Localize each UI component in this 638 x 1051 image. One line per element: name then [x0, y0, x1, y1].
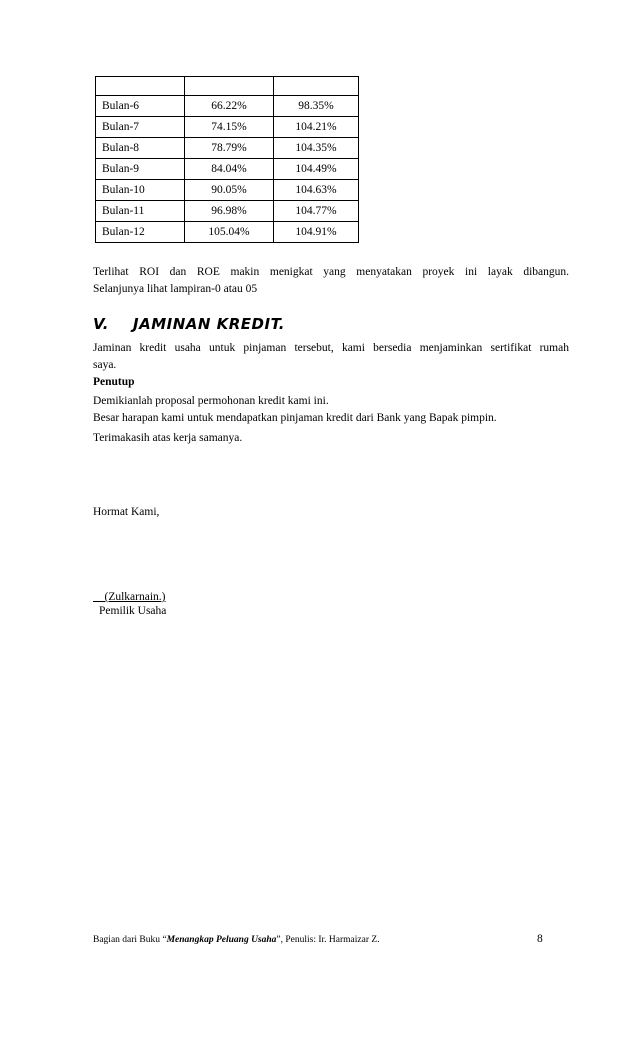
- thanks-text: Terimakasih atas kerja samanya.: [93, 432, 243, 444]
- month-cell: Bulan-9: [96, 159, 185, 180]
- jaminan-paragraph: [93, 340, 569, 374]
- month-cell: Bulan-6: [96, 96, 185, 117]
- signature-greeting: Hormat Kami,: [93, 506, 160, 518]
- roi-conclusion-paragraph: [93, 264, 569, 298]
- roe-cell: 98.35%: [274, 96, 359, 117]
- roe-cell: 104.77%: [274, 201, 359, 222]
- roi-cell: 90.05%: [185, 180, 274, 201]
- closing-line: Demikianlah proposal permohonan kredit kami ini.: [93, 395, 329, 407]
- roi-cell: 84.04%: [185, 159, 274, 180]
- roi-cell: 74.15%: [185, 117, 274, 138]
- month-cell: Bulan-11: [96, 201, 185, 222]
- table-cell: [96, 77, 185, 96]
- roi-cell: 78.79%: [185, 138, 274, 159]
- table-row: [96, 159, 359, 180]
- signer-role: Pemilik Usaha: [99, 605, 167, 617]
- section-title: JAMINAN KREDIT.: [133, 315, 285, 333]
- footer-suffix: ”, Penulis: Ir. Harmaizar Z.: [276, 935, 380, 945]
- roi-roe-table: [95, 76, 359, 243]
- table-row: [96, 96, 359, 117]
- section-heading: [93, 315, 285, 333]
- closing-paragraph: [93, 393, 569, 427]
- month-cell: Bulan-8: [96, 138, 185, 159]
- page-footer: [93, 933, 553, 947]
- table-row: [96, 222, 359, 243]
- roi-cell: 105.04%: [185, 222, 274, 243]
- footer-book-title: Menangkap Peluang Usaha: [166, 935, 277, 945]
- month-cell: Bulan-7: [96, 117, 185, 138]
- roi-conclusion-line: Terlihat ROI dan ROE makin menigkat yang menyatakan proyek ini layak dibangun.: [93, 266, 569, 278]
- signer-name-text: (Zulkarnain.): [104, 591, 166, 603]
- table-row: [96, 138, 359, 159]
- footer-prefix: Bagian dari Buku “: [93, 935, 167, 945]
- roe-cell: 104.21%: [274, 117, 359, 138]
- roe-cell: 104.35%: [274, 138, 359, 159]
- roe-cell: 104.49%: [274, 159, 359, 180]
- month-cell: Bulan-12: [96, 222, 185, 243]
- table-header-row: [96, 77, 359, 96]
- section-number: V.: [93, 315, 109, 333]
- table-row: [96, 201, 359, 222]
- signer-name: [93, 591, 166, 603]
- roi-conclusion-line: Selanjunya lihat lampiran-0 atau 05: [93, 283, 258, 295]
- closing-line: Besar harapan kami untuk mendapatkan pinjaman kredit dari Bank yang Bapak pimpin.: [93, 412, 497, 424]
- page-number: 8: [537, 933, 543, 945]
- roi-cell: 66.22%: [185, 96, 274, 117]
- table-cell: [274, 77, 359, 96]
- jaminan-line: Jaminan kredit usaha untuk pinjaman tersebut, kami bersedia menjaminkan sertifikat rumah: [93, 342, 569, 354]
- roe-cell: 104.91%: [274, 222, 359, 243]
- table-row: [96, 117, 359, 138]
- table-row: [96, 180, 359, 201]
- roe-cell: 104.63%: [274, 180, 359, 201]
- month-cell: Bulan-10: [96, 180, 185, 201]
- roi-cell: 96.98%: [185, 201, 274, 222]
- jaminan-line: saya.: [93, 359, 117, 371]
- table-cell: [185, 77, 274, 96]
- closing-heading: Penutup: [93, 376, 135, 388]
